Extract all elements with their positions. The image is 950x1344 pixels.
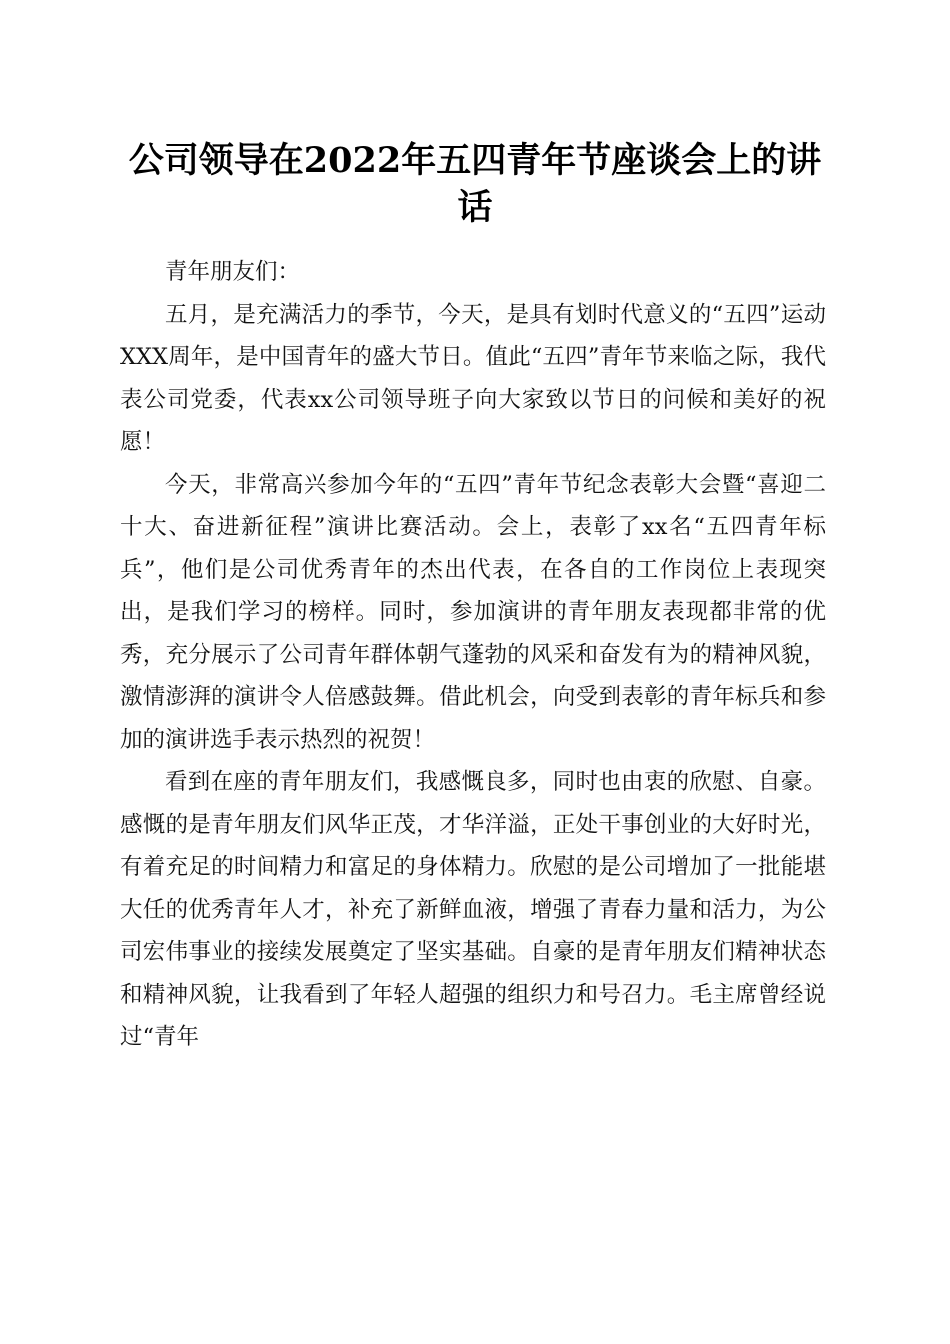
body-paragraph: 五月，是充满活力的季节，今天，是具有划时代意义的“五四”运动XXX周年，是中国青年的盛大节日。值此“五四”青年节来临之际，我代表公司党委，代表xx公司领导班子向大家致以节日的问候和美好的祝愿！ xyxy=(120,301,826,455)
body-paragraph: 今天，非常高兴参加今年的“五四”青年节纪念表彰大会暨“喜迎二十大、奋进新征程”演讲比赛活动。会上，表彰了xx名“五四青年标兵”，他们是公司优秀青年的杰出代表，在各自的工作岗位上表现突出，是我们学习的榜样。同时，参加演讲的青年朋友表现都非常的优秀，充分展示了公司青年群体朝气蓬勃的风采和奋发有为的精神风貌，激情澎湃的演讲令人倍感鼓舞。借此机会，向受到表彰的青年标兵和参加的演讲选手表示热烈的祝贺！ xyxy=(120,471,826,753)
body-paragraph: 看到在座的青年朋友们，我感慨良多，同时也由衷的欣慰、自豪。感慨的是青年朋友们风华正茂，才华洋溢，正处干事创业的大好时光，有着充足的时间精力和富足的身体精力。欣慰的是公司增加了一批能堪大任的优秀青年人才，补充了新鲜血液，增强了青春力量和活力，为公司宏伟事业的接续发展奠定了坚实基础。自豪的是青年朋友们精神状态和精神风貌，让我看到了年轻人超强的组织力和号召力。毛主席曾经说过“青年 xyxy=(120,769,826,1050)
document-body xyxy=(120,251,826,1059)
document-title: 公司领导在2022年五四青年节座谈会上的讲话 xyxy=(128,140,822,228)
salutation-paragraph: 青年朋友们： xyxy=(165,259,301,285)
